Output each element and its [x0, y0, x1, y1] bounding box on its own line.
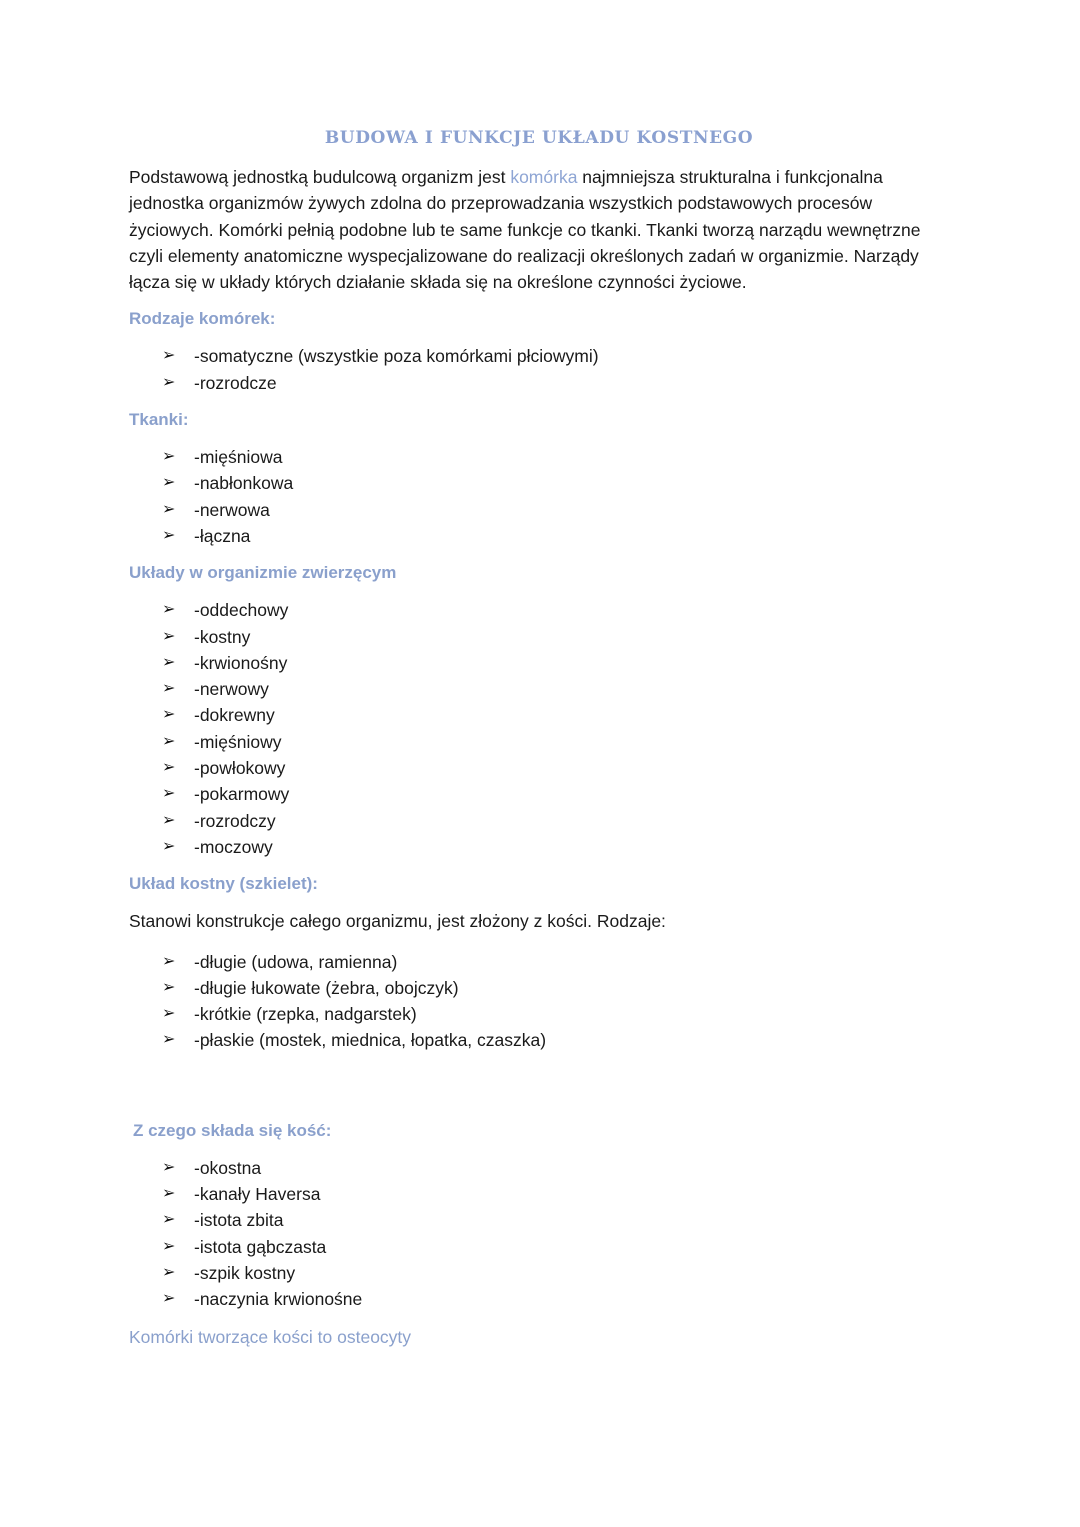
skeleton-heading: Układ kostny (szkielet):	[129, 874, 318, 894]
list-item-text: -rozrodcze	[194, 372, 277, 393]
document-title: BUDOWA I FUNKCJE UKŁADU KOSTNEGO	[324, 128, 754, 148]
arrow-bullet-icon: ➢	[162, 500, 176, 518]
list-item	[162, 834, 949, 860]
list-item-text: -istota gąbczasta	[194, 1236, 327, 1257]
list-item	[162, 676, 949, 702]
list-item	[162, 1001, 949, 1027]
arrow-bullet-icon: ➢	[162, 732, 176, 750]
list-item-text: -naczynia krwionośne	[194, 1289, 363, 1310]
arrow-bullet-icon: ➢	[162, 627, 176, 645]
list-item-text: -łączna	[194, 525, 251, 546]
arrow-bullet-icon: ➢	[162, 1158, 176, 1176]
arrow-bullet-icon: ➢	[162, 1290, 176, 1308]
intro-highlight: komórka	[510, 167, 578, 187]
cells-heading: Rodzaje komórek:	[129, 309, 276, 329]
list-item	[162, 1181, 949, 1207]
list-item-text: -nerwowy	[194, 679, 269, 700]
arrow-bullet-icon: ➢	[162, 601, 176, 619]
list-item	[162, 650, 949, 676]
list-item	[162, 624, 949, 650]
footer-note: Komórki tworzące kości to osteocyty	[129, 1326, 412, 1347]
list-item	[162, 702, 949, 728]
list-item	[162, 497, 949, 523]
arrow-bullet-icon: ➢	[162, 978, 176, 996]
list-item	[162, 1260, 949, 1286]
list-item-text: -nerwowa	[194, 499, 270, 520]
arrow-bullet-icon: ➢	[162, 1263, 176, 1281]
arrow-bullet-icon: ➢	[162, 706, 176, 724]
list-item	[162, 444, 949, 470]
arrow-bullet-icon: ➢	[162, 1005, 176, 1023]
list-item-text: -kostny	[194, 626, 251, 647]
list-item-text: -oddechowy	[194, 600, 289, 621]
list-item-text: -moczowy	[194, 836, 273, 857]
bone-heading: Z czego składa się kość:	[133, 1120, 332, 1140]
list-item	[162, 755, 949, 781]
list-item	[162, 1286, 949, 1312]
arrow-bullet-icon: ➢	[162, 680, 176, 698]
list-item-text: -krwionośny	[194, 652, 288, 673]
cells-list	[129, 343, 949, 396]
list-item-text: -mięśniowa	[194, 447, 283, 468]
list-item-text: -powłokowy	[194, 758, 286, 779]
list-item-text: -długie łukowate (żebra, obojczyk)	[194, 977, 459, 998]
list-item-text: -długie (udowa, ramienna)	[194, 951, 398, 972]
bone-list	[129, 1155, 949, 1313]
tissues-heading: Tkanki:	[129, 410, 189, 430]
skeleton-list	[129, 949, 949, 1054]
list-item-text: -okostna	[194, 1157, 262, 1178]
list-item	[162, 975, 949, 1001]
list-item-text: -mięśniowy	[194, 731, 282, 752]
arrow-bullet-icon: ➢	[162, 1211, 176, 1229]
list-item	[162, 1207, 949, 1233]
list-item-text: -szpik kostny	[194, 1262, 296, 1283]
list-item	[162, 343, 949, 369]
list-item-text: -rozrodczy	[194, 810, 276, 831]
arrow-bullet-icon: ➢	[162, 448, 176, 466]
list-item-text: -nabłonkowa	[194, 473, 294, 494]
list-item	[162, 949, 949, 975]
intro-text-after: najmniejsza strukturalna i funkcjonalna jednostka organizmów żywych zdolna do przeprowadzania wszystkich podstawowych procesów życiowych. Komórki pełnią podobne lub te same funkcje co tkanki. Tkanki tworzą narządu wewnętrzne czyli elementy anatomiczne wyspecjalizowane do realizacji określonych zadań w organizmie. Narządy łącza się w układy których działanie składa się na określone czynności życiowe.	[129, 167, 921, 293]
arrow-bullet-icon: ➢	[162, 474, 176, 492]
arrow-bullet-icon: ➢	[162, 373, 176, 391]
list-item	[162, 523, 949, 549]
arrow-bullet-icon: ➢	[162, 811, 176, 829]
arrow-bullet-icon: ➢	[162, 837, 176, 855]
document-page	[129, 128, 949, 1348]
arrow-bullet-icon: ➢	[162, 347, 176, 365]
list-item	[162, 470, 949, 496]
intro-text-before: Podstawową jednostką budulcową organizm jest	[129, 167, 511, 187]
list-item	[162, 1234, 949, 1260]
arrow-bullet-icon: ➢	[162, 759, 176, 777]
arrow-bullet-icon: ➢	[162, 1237, 176, 1255]
arrow-bullet-icon: ➢	[162, 526, 176, 544]
list-item	[162, 1155, 949, 1181]
arrow-bullet-icon: ➢	[162, 1031, 176, 1049]
tissues-list	[129, 444, 949, 549]
arrow-bullet-icon: ➢	[162, 653, 176, 671]
list-item	[162, 597, 949, 623]
systems-heading: Układy w organizmie zwierzęcym	[129, 563, 397, 583]
list-item-text: -istota zbita	[194, 1210, 284, 1231]
list-item-text: -somatyczne (wszystkie poza komórkami płciowymi)	[194, 346, 599, 367]
list-item-text: -dokrewny	[194, 705, 275, 726]
list-item-text: -kanały Haversa	[194, 1184, 321, 1205]
list-item-text: -płaskie (mostek, miednica, łopatka, czaszka)	[194, 1030, 547, 1051]
list-item-text: -krótkie (rzepka, nadgarstek)	[194, 1004, 417, 1025]
intro-paragraph	[129, 164, 949, 295]
arrow-bullet-icon: ➢	[162, 952, 176, 970]
arrow-bullet-icon: ➢	[162, 1185, 176, 1203]
list-item	[162, 729, 949, 755]
list-item	[162, 808, 949, 834]
list-item	[162, 1027, 949, 1053]
systems-list	[129, 597, 949, 860]
arrow-bullet-icon: ➢	[162, 785, 176, 803]
list-item	[162, 781, 949, 807]
list-item-text: -pokarmowy	[194, 784, 290, 805]
skeleton-text: Stanowi konstrukcje całego organizmu, jest złożony z kości. Rodzaje:	[129, 911, 666, 932]
list-item	[162, 370, 949, 396]
